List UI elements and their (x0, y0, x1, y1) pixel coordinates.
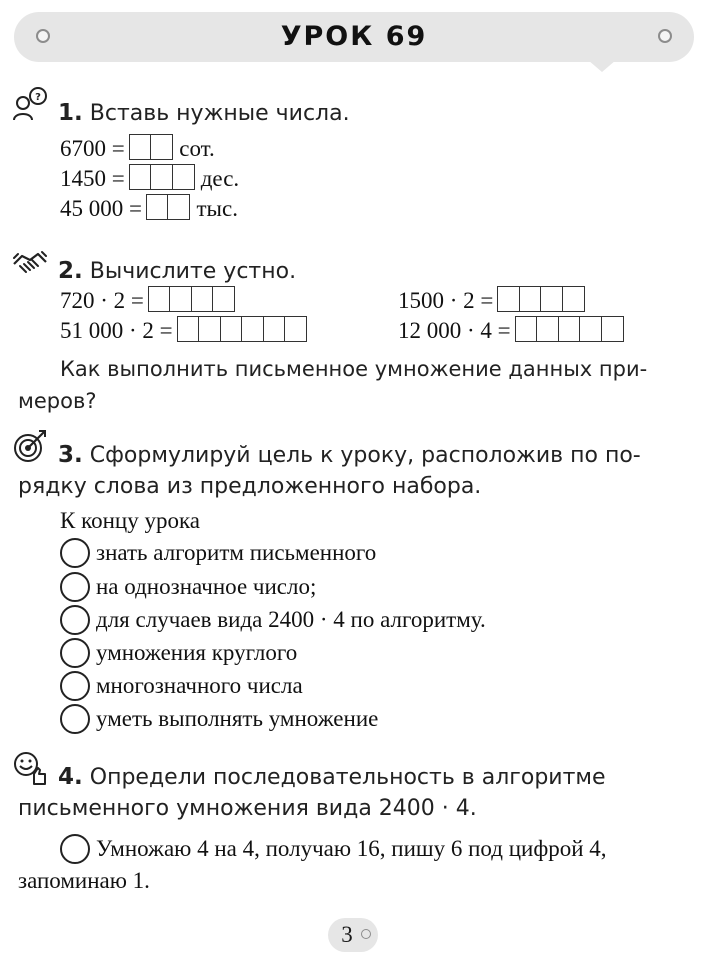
answer-boxes[interactable] (148, 286, 236, 312)
task2-example-3-expr: 51 000 · 2 = (60, 318, 173, 343)
task1-row-3-left: 45 000 = (60, 196, 142, 221)
task1-row-2-unit: дес. (200, 166, 240, 191)
task2-title: Вычислите устно. (89, 259, 297, 284)
task3-title-line-1: Сформулируй цель к уроку, расположив по по- (89, 443, 641, 468)
think-icon (12, 86, 48, 122)
handshake-icon (12, 244, 48, 280)
smiley-thumbs-up-icon (12, 750, 48, 786)
svg-text:?: ? (35, 92, 41, 103)
task3-heading-line-1 (58, 442, 641, 468)
task1-row-1 (60, 136, 215, 162)
task1-row-3 (60, 196, 238, 222)
lesson-title: УРОК 69 (280, 21, 428, 52)
task3-number: 3. (58, 442, 83, 468)
order-circle[interactable] (60, 834, 90, 864)
task1-number: 1. (58, 100, 83, 126)
task3-option-6 (60, 706, 378, 734)
order-circle[interactable] (60, 538, 90, 568)
page-number: 3 (341, 922, 353, 947)
order-circle[interactable] (60, 638, 90, 668)
task4-title-line-1: Определи последовательность в алгоритме (89, 765, 606, 790)
order-circle[interactable] (60, 671, 90, 701)
order-circle[interactable] (60, 605, 90, 635)
order-circle[interactable] (60, 572, 90, 602)
answer-boxes[interactable] (146, 194, 191, 220)
task4-title-line-2: письменного умножения вида 2400 · 4. (18, 796, 477, 821)
task3-intro: К концу урока (60, 508, 200, 533)
task3-option-1-text: знать алгоритм письменного (96, 540, 377, 565)
task3-option-2 (60, 574, 316, 602)
task3-option-5-text: многозначного числа (96, 673, 303, 698)
task3-option-4-text: умножения круглого (96, 640, 298, 665)
task2-example-2 (398, 288, 585, 314)
order-circle[interactable] (60, 704, 90, 734)
answer-boxes[interactable] (515, 316, 624, 342)
page-dot (361, 929, 371, 939)
task2-example-1 (60, 288, 235, 314)
task4-step-text: Умножаю 4 на 4, получаю 16, пишу 6 под цифрой 4, (96, 836, 607, 861)
task3-option-1 (60, 540, 376, 568)
task3-option-4 (60, 640, 297, 668)
task2-example-3 (60, 318, 307, 344)
task1-row-2 (60, 166, 239, 192)
task2-question-line-1: Как выполнить письменное умножение данных при- (60, 357, 648, 381)
task1-row-3-unit: тыс. (196, 196, 238, 221)
task4-step-line-2: запоминаю 1. (18, 868, 150, 893)
task3-option-6-text: уметь выполнять умножение (96, 706, 379, 731)
task3-option-2-text: на однозначное число; (96, 574, 317, 599)
task3-option-3-text: для случаев вида 2400 · 4 по алгоритму. (96, 607, 486, 632)
task2-question-line-2: меров? (18, 389, 97, 413)
answer-boxes[interactable] (497, 286, 585, 312)
task3-option-5 (60, 673, 303, 701)
task3-title-line-2: рядку слова из предложенного набора. (18, 474, 482, 499)
task1-title: Вставь нужные числа. (89, 101, 350, 126)
task2-number: 2. (58, 258, 83, 284)
task2-heading (58, 258, 296, 284)
answer-boxes[interactable] (177, 316, 308, 342)
target-icon (12, 428, 48, 464)
task2-example-1-expr: 720 · 2 = (60, 288, 144, 313)
task4-heading-line-1 (58, 764, 606, 790)
answer-boxes[interactable] (129, 134, 174, 160)
task4-step-line-1 (60, 836, 607, 864)
task1-heading (58, 100, 350, 126)
task2-example-4 (398, 318, 624, 344)
task2-example-2-expr: 1500 · 2 = (398, 288, 494, 313)
task4-number: 4. (58, 764, 83, 790)
task1-row-2-left: 1450 = (60, 166, 125, 191)
task3-option-3 (60, 607, 486, 635)
task1-row-1-left: 6700 = (60, 136, 125, 161)
task2-example-4-expr: 12 000 · 4 = (398, 318, 511, 343)
task1-row-1-unit: сот. (179, 136, 215, 161)
answer-boxes[interactable] (129, 164, 195, 190)
